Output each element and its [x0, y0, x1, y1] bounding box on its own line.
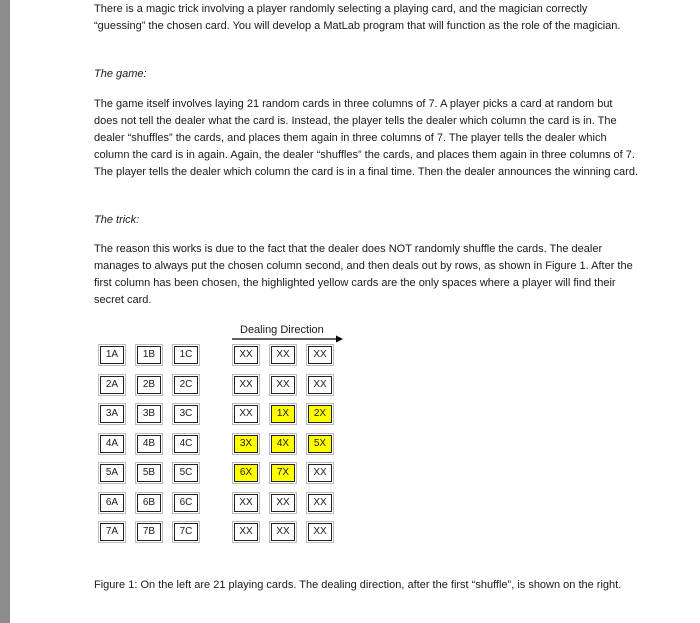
dealing-direction-label: Dealing Direction [240, 324, 324, 336]
dealt-card-cell: 3X [234, 435, 258, 453]
dealt-card-cell: XX [271, 523, 295, 541]
trick-heading: The trick: [94, 214, 140, 226]
dealt-card-cell: 1X [271, 405, 295, 423]
original-card-cell: 7B [137, 523, 161, 541]
dealt-card-cell: XX [234, 523, 258, 541]
original-card-cell: 4B [137, 435, 161, 453]
dealt-card-cell: XX [271, 494, 295, 512]
dealt-card-cell: XX [308, 464, 332, 482]
original-card-cell: 6B [137, 494, 161, 512]
figure-caption: Figure 1: On the left are 21 playing cards. The dealing direction, after the first “shuffle”, is shown on the right. [94, 579, 622, 591]
intro-paragraph: There is a magic trick involving a player randomly selecting a playing card, and the magician correctly “guessing” the chosen card. You will develop a MatLab program that will function as the role of the magician. [94, 3, 621, 32]
original-card-cell: 6A [100, 494, 124, 512]
dealt-card-cell: 2X [308, 405, 332, 423]
original-card-cell: 1B [137, 346, 161, 364]
original-card-cell: 7C [174, 523, 198, 541]
original-card-cell: 4C [174, 435, 198, 453]
original-card-cell: 3C [174, 405, 198, 423]
dealt-card-cell: XX [308, 346, 332, 364]
dealt-card-cell: 7X [271, 464, 295, 482]
dealt-card-cell: XX [271, 376, 295, 394]
dealt-card-cell: XX [308, 376, 332, 394]
original-card-cell: 2C [174, 376, 198, 394]
original-card-cell: 2A [100, 376, 124, 394]
dealt-card-cell: 6X [234, 464, 258, 482]
original-card-cell: 1C [174, 346, 198, 364]
game-heading: The game: [94, 68, 147, 80]
page-edge [0, 0, 10, 623]
original-card-cell: 5C [174, 464, 198, 482]
game-paragraph: The game itself involves laying 21 random cards in three columns of 7. A player picks a card at random but does not tell the dealer what the card is. Instead, the player tells the dealer which column the card is in. The dealer “shuffles” the cards, and places them again in three columns of 7. The player tells the dealer which column the card is in again. Again, the dealer “shuffles” the cards, and places them again in three columns of 7. The player tells the dealer which column the card is in a final time. Then the dealer announces the winning card. [94, 98, 638, 178]
dealt-card-cell: XX [308, 494, 332, 512]
dealt-card-cell: 5X [308, 435, 332, 453]
dealt-card-cell: XX [271, 346, 295, 364]
original-card-cell: 3A [100, 405, 124, 423]
dealt-card-cell: XX [234, 376, 258, 394]
original-card-cell: 1A [100, 346, 124, 364]
original-card-cell: 5A [100, 464, 124, 482]
dealt-card-cell: XX [234, 405, 258, 423]
dealt-card-cell: XX [234, 346, 258, 364]
trick-paragraph: The reason this works is due to the fact that the dealer does NOT randomly shuffle the cards. The dealer manages to always put the chosen column second, and then deals out by rows, as shown in Figure 1. After the first column has been chosen, the highlighted yellow cards are the only spaces where a player will find their secret card. [94, 243, 633, 306]
original-card-cell: 7A [100, 523, 124, 541]
original-card-cell: 6C [174, 494, 198, 512]
dealing-direction-arrow-icon [232, 334, 344, 344]
original-card-cell: 2B [137, 376, 161, 394]
original-card-cell: 4A [100, 435, 124, 453]
original-card-cell: 3B [137, 405, 161, 423]
dealt-card-cell: XX [308, 523, 332, 541]
dealt-card-cell: 4X [271, 435, 295, 453]
original-card-cell: 5B [137, 464, 161, 482]
dealt-card-cell: XX [234, 494, 258, 512]
